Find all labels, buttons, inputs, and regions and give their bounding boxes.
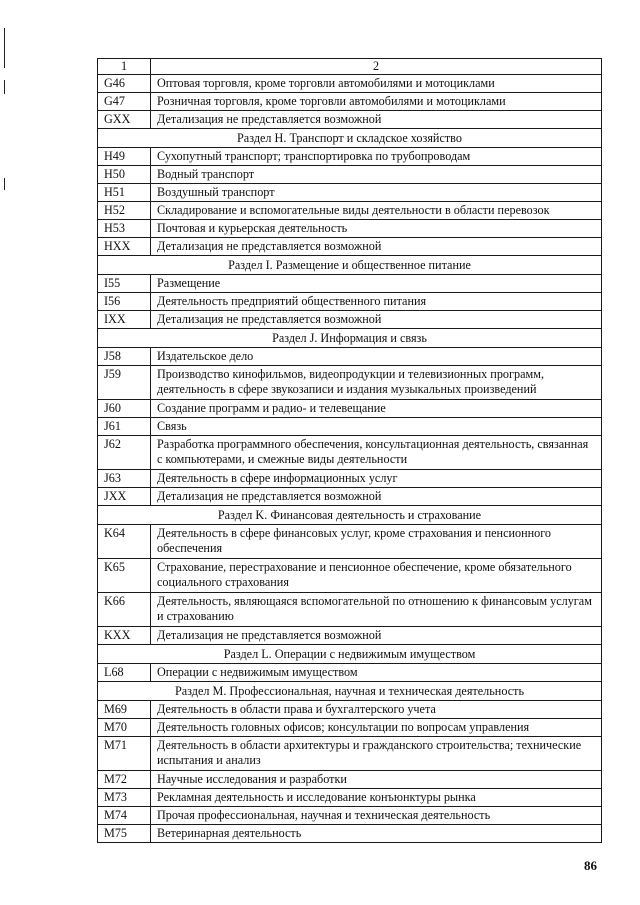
activity-description: Оптовая торговля, кроме торговли автомобилями и мотоциклами <box>151 75 602 93</box>
activity-description: Создание программ и радио- и телевещание <box>151 400 602 418</box>
table-row <box>98 75 602 93</box>
section-header-row <box>98 129 602 148</box>
activity-code: M69 <box>98 701 151 719</box>
table-row <box>98 789 602 807</box>
table-row <box>98 220 602 238</box>
activity-description: Размещение <box>151 275 602 293</box>
activity-code: JXX <box>98 488 151 506</box>
activity-code: H52 <box>98 202 151 220</box>
table-row <box>98 593 602 627</box>
page-number: 86 <box>584 858 597 873</box>
activity-description: Водный транспорт <box>151 166 602 184</box>
activity-code: L68 <box>98 664 151 682</box>
table-row <box>98 807 602 825</box>
table-row <box>98 400 602 418</box>
activity-code: K64 <box>98 525 151 559</box>
activity-description: Деятельность предприятий общественного питания <box>151 293 602 311</box>
activity-description: Воздушный транспорт <box>151 184 602 202</box>
scan-margin-mark <box>4 28 5 68</box>
activity-description: Детализация не представляется возможной <box>151 627 602 645</box>
activity-description: Прочая профессиональная, научная и техническая деятельность <box>151 807 602 825</box>
activity-description: Деятельность в области архитектуры и гражданского строительства; технические испытания и анализ <box>151 737 602 771</box>
table-row <box>98 470 602 488</box>
activity-code: H51 <box>98 184 151 202</box>
activity-code: J59 <box>98 366 151 400</box>
section-title: Раздел K. Финансовая деятельность и страхование <box>98 506 602 525</box>
activity-code: GXX <box>98 111 151 129</box>
section-title: Раздел H. Транспорт и складское хозяйство <box>98 129 602 148</box>
activity-code: K65 <box>98 559 151 593</box>
activity-description: Детализация не представляется возможной <box>151 488 602 506</box>
activity-code: I55 <box>98 275 151 293</box>
table-row <box>98 559 602 593</box>
activity-description: Операции с недвижимым имуществом <box>151 664 602 682</box>
scan-margin-mark <box>4 80 5 94</box>
table-row <box>98 111 602 129</box>
activity-code: G46 <box>98 75 151 93</box>
activity-code: G47 <box>98 93 151 111</box>
activity-description: Деятельность головных офисов; консультации по вопросам управления <box>151 719 602 737</box>
section-title: Раздел M. Профессиональная, научная и техническая деятельность <box>98 682 602 701</box>
table-row <box>98 525 602 559</box>
table-row <box>98 627 602 645</box>
section-title: Раздел L. Операции с недвижимым имуществом <box>98 645 602 664</box>
table-row <box>98 166 602 184</box>
activity-code: KXX <box>98 627 151 645</box>
activity-code: M75 <box>98 825 151 843</box>
table-row <box>98 184 602 202</box>
activity-code: J60 <box>98 400 151 418</box>
table-row <box>98 436 602 470</box>
table-row <box>98 737 602 771</box>
activity-code: I56 <box>98 293 151 311</box>
activity-description: Научные исследования и разработки <box>151 771 602 789</box>
table-row <box>98 202 602 220</box>
table-row <box>98 93 602 111</box>
activity-description: Издательское дело <box>151 348 602 366</box>
table-row <box>98 311 602 329</box>
activity-code: M71 <box>98 737 151 771</box>
activity-classification-table <box>97 58 602 843</box>
table-body <box>98 75 602 843</box>
activity-code: J61 <box>98 418 151 436</box>
table-row <box>98 366 602 400</box>
activity-description: Розничная торговля, кроме торговли автомобилями и мотоциклами <box>151 93 602 111</box>
activity-description: Рекламная деятельность и исследование конъюнктуры рынка <box>151 789 602 807</box>
activity-description: Ветеринарная деятельность <box>151 825 602 843</box>
activity-code: M73 <box>98 789 151 807</box>
activity-description: Связь <box>151 418 602 436</box>
activity-description: Детализация не представляется возможной <box>151 238 602 256</box>
section-header-row <box>98 256 602 275</box>
activity-description: Разработка программного обеспечения, консультационная деятельность, связанная с компьютерами, и смежные виды деятельности <box>151 436 602 470</box>
section-title: Раздел I. Размещение и общественное питание <box>98 256 602 275</box>
activity-description: Деятельность в области права и бухгалтерского учета <box>151 701 602 719</box>
table-header-row <box>98 59 602 75</box>
activity-description: Производство кинофильмов, видеопродукции и телевизионных программ, деятельность в сфере звукозаписи и издания музыкальных произведений <box>151 366 602 400</box>
activity-description: Складирование и вспомогательные виды деятельности в области перевозок <box>151 202 602 220</box>
activity-description: Деятельность в сфере информационных услуг <box>151 470 602 488</box>
activity-description: Почтовая и курьерская деятельность <box>151 220 602 238</box>
activity-description: Детализация не представляется возможной <box>151 311 602 329</box>
activity-code: H53 <box>98 220 151 238</box>
table-row <box>98 348 602 366</box>
section-header-row <box>98 506 602 525</box>
column-header-code: 1 <box>98 59 151 75</box>
table-row <box>98 418 602 436</box>
table-row <box>98 825 602 843</box>
table-row <box>98 275 602 293</box>
activity-description: Деятельность в сфере финансовых услуг, кроме страхования и пенсионного обеспечения <box>151 525 602 559</box>
activity-code: M74 <box>98 807 151 825</box>
activity-description: Деятельность, являющаяся вспомогательной по отношению к финансовым услугам и страхованию <box>151 593 602 627</box>
section-title: Раздел J. Информация и связь <box>98 329 602 348</box>
section-header-row <box>98 682 602 701</box>
activity-description: Страхование, перестрахование и пенсионное обеспечение, кроме обязательного социального страхования <box>151 559 602 593</box>
activity-code: J63 <box>98 470 151 488</box>
activity-code: J58 <box>98 348 151 366</box>
activity-code: K66 <box>98 593 151 627</box>
table-row <box>98 488 602 506</box>
activity-description: Детализация не представляется возможной <box>151 111 602 129</box>
scan-margin-mark <box>4 178 5 190</box>
activity-code: H49 <box>98 148 151 166</box>
table-row <box>98 701 602 719</box>
section-header-row <box>98 329 602 348</box>
activity-code: J62 <box>98 436 151 470</box>
activity-code: M70 <box>98 719 151 737</box>
activity-description: Сухопутный транспорт; транспортировка по трубопроводам <box>151 148 602 166</box>
table-row <box>98 664 602 682</box>
table-row <box>98 719 602 737</box>
column-header-description: 2 <box>151 59 602 75</box>
table-row <box>98 148 602 166</box>
table-row <box>98 238 602 256</box>
table-row <box>98 293 602 311</box>
activity-code: HXX <box>98 238 151 256</box>
table-row <box>98 771 602 789</box>
activity-code: M72 <box>98 771 151 789</box>
activity-code: H50 <box>98 166 151 184</box>
section-header-row <box>98 645 602 664</box>
activity-code: IXX <box>98 311 151 329</box>
